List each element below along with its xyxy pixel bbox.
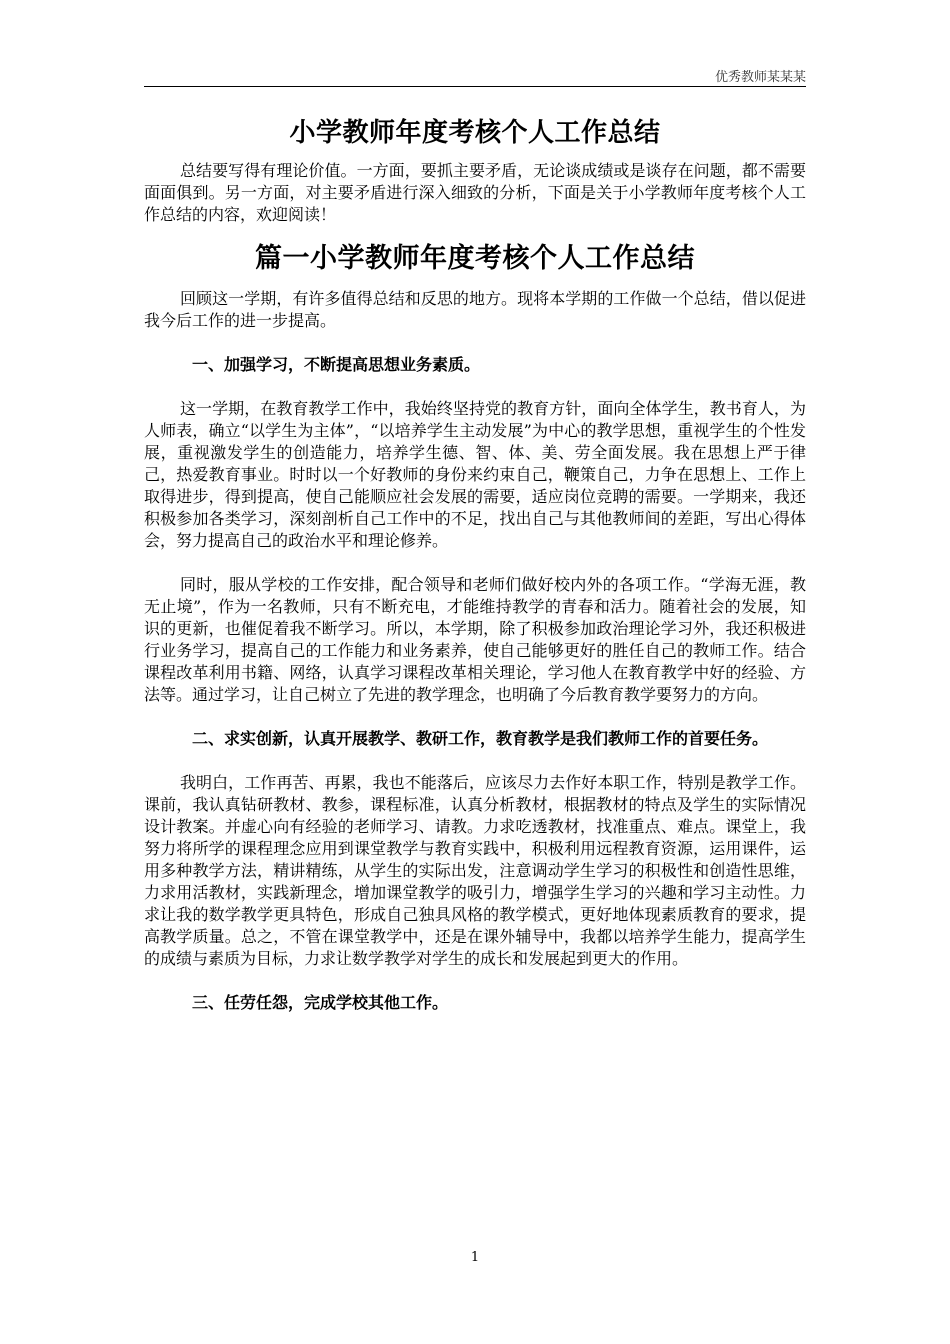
section-heading-3: 三、任劳任怨，完成学校其他工作。 xyxy=(192,993,449,1012)
page-header-label: 优秀教师某某某 xyxy=(714,70,806,85)
document-body xyxy=(144,112,806,1036)
section2-paragraph-1: 我明白，工作再苦、再累，我也不能落后，应该尽力去作好本职工作，特别是教学工作。课前，我认真钻研教材、教参，课程标准，认真分析教材，根据教材的特点及学生的实际情况设计教案。并虚心向有经验的老师学习、请教。力求吃透教材，找准重点、难点。课堂上，我努力将所学的课程理念应用到课堂教学与教育实践中，积极利用远程教育资源，运用课件，运用多种教学方法，精讲精练，从学生的实际出发，注意调动学生学习的积极性和创造性思维，力求用活教材，实践新理念，增加课堂教学的吸引力，增强学生学习的兴趣和学习主动性。力求让我的数学教学更具特色，形成自己独具风格的教学模式，更好地体现素质教育的要求，提高教学质量。总之，不管在课堂教学中，还是在课外辅导中，我都以培养学生能力，提高学生的成绩与素质为目标，力求让数学教学对学生的成长和发展起到更大的作用。 xyxy=(144,773,806,968)
intro-paragraph: 总结要写得有理论价值。一方面，要抓主要矛盾，无论谈成绩或是谈存在问题，都不需要面面俱到。另一方面，对主要矛盾进行深入细致的分析，下面是关于小学教师年度考核个人工作总结的内容，欢迎阅读！ xyxy=(144,161,806,224)
section1-paragraph-2: 同时，服从学校的工作安排，配合领导和老师们做好校内外的各项工作。“学海无涯，教无止境”，作为一名教师，只有不断充电，才能维持教学的青春和活力。随着社会的发展，知识的更新，也催促着我不断学习。所以，本学期，除了积极参加政治理论学习外，我还积极进行业务学习，提高自己的工作能力和业务素养，使自己能够更好的胜任自己的教师工作。结合课程改革利用书籍、网络，认真学习课程改革相关理论，学习他人在教育教学中好的经验、方法等。通过学习，让自己树立了先进的教学理念，也明确了今后教育教学要努力的方向。 xyxy=(144,575,806,704)
document-title: 小学教师年度考核个人工作总结 xyxy=(289,118,661,148)
header-divider xyxy=(144,86,806,87)
section-heading-2: 二、求实创新，认真开展教学、教研工作，教育教学是我们教师工作的首要任务。 xyxy=(192,729,769,748)
page-number: 1 xyxy=(470,1250,480,1265)
section-heading-1: 一、加强学习，不断提高思想业务素质。 xyxy=(192,355,481,374)
section1-paragraph-1: 这一学期，在教育教学工作中，我始终坚持党的教育方针，面向全体学生，教书育人，为人师表，确立“以学生为主体”，“以培养学生主动发展”为中心的教学思想，重视学生的个性发展，重视激发学生的创造能力，培养学生德、智、体、美、劳全面发展。我在思想上严于律己，热爱教育事业。时时以一个好教师的身份来约束自己，鞭策自己，力争在思想上、工作上取得进步，得到提高，使自己能顺应社会发展的需要，适应岗位竞聘的需要。一学期来，我还积极参加各类学习，深刻剖析自己工作中的不足，找出自己与其他教师间的差距，写出心得体会，努力提高自己的政治水平和理论修养。 xyxy=(144,399,806,550)
opening-paragraph: 回顾这一学期，有许多值得总结和反思的地方。现将本学期的工作做一个总结，借以促进我今后工作的进一步提高。 xyxy=(144,289,806,330)
article-title: 篇一小学教师年度考核个人工作总结 xyxy=(255,243,695,274)
